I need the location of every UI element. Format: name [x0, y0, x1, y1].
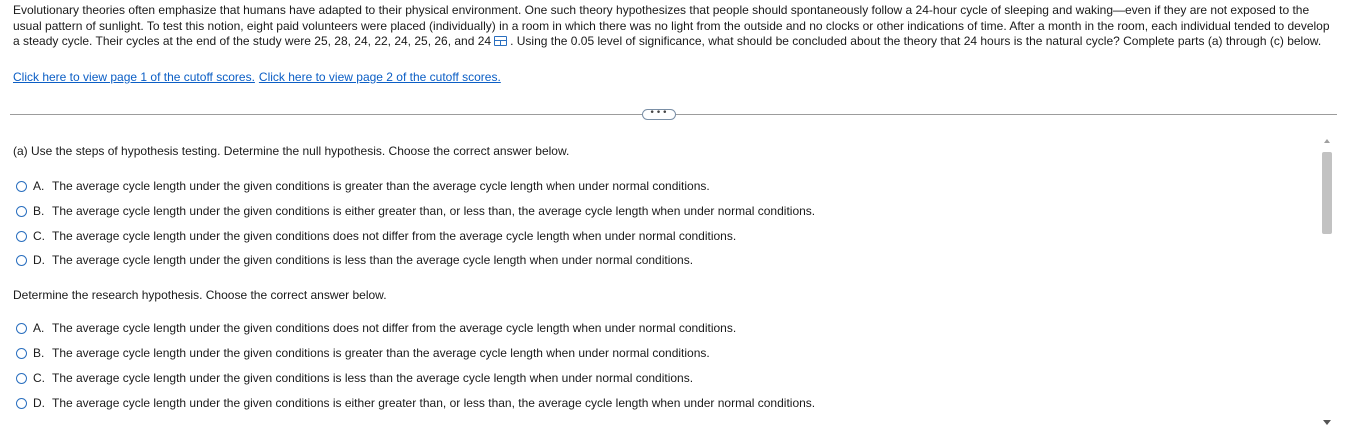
problem-text-continued: . Using the 0.05 level of significance, what should be concluded about the theory that 24 hours is the natural cycle? Complete parts (a) through (c) below. [510, 34, 1322, 48]
null-choice-c[interactable] [16, 228, 736, 244]
data-table-icon[interactable] [494, 36, 507, 46]
null-choice-b[interactable] [16, 203, 815, 219]
research-choice-c[interactable] [16, 370, 693, 386]
radio-button[interactable] [16, 323, 27, 334]
scroll-up-arrow-icon[interactable] [1324, 139, 1330, 143]
problem-text: Evolutionary theories often emphasize that humans have adapted to their physical environment. One such theory hypothesizes that people should spontaneously follow a 24-hour cycle of sleeping and waking—even if they are not exposed to the usual pattern of sunlight. To test this notion, eight paid volunteers were placed (individually) in a room in which there was no light from the outside and no clocks or other indications of time. After a month in the room, each individual tended to develop a steady cycle. Their cycles at the end of the study were 25, 28, 24, 22, 24, 25, 26, and 24 [13, 3, 1330, 48]
cutoff-page-1-link[interactable]: Click here to view page 1 of the cutoff scores. [13, 70, 255, 84]
scrollbar-thumb[interactable] [1322, 152, 1332, 234]
choice-letter: C. [33, 371, 45, 385]
cutoff-links [13, 70, 505, 85]
vertical-scrollbar[interactable] [1320, 135, 1334, 433]
cutoff-page-2-link[interactable]: Click here to view page 2 of the cutoff scores. [258, 70, 501, 84]
research-choice-b[interactable] [16, 345, 710, 361]
choice-text: The average cycle length under the given conditions does not differ from the average cycle length when under normal conditions. [52, 229, 737, 243]
radio-button[interactable] [16, 231, 27, 242]
problem-statement [13, 3, 1335, 50]
radio-button[interactable] [16, 398, 27, 409]
radio-button[interactable] [16, 348, 27, 359]
research-hypothesis-prompt: Determine the research hypothesis. Choose the correct answer below. [13, 288, 387, 302]
null-choice-a[interactable] [16, 178, 710, 194]
choice-letter: B. [33, 204, 45, 218]
research-choice-d[interactable] [16, 395, 815, 411]
choice-letter: D. [33, 396, 45, 410]
choice-text: The average cycle length under the given conditions is greater than the average cycle length when under normal conditions. [52, 179, 710, 193]
choice-text: The average cycle length under the given conditions is less than the average cycle length when under normal conditions. [52, 371, 694, 385]
null-choice-d[interactable] [16, 252, 693, 268]
choice-letter: A. [33, 179, 45, 193]
radio-button[interactable] [16, 206, 27, 217]
null-hypothesis-prompt: (a) Use the steps of hypothesis testing. Determine the null hypothesis. Choose the correct answer below. [13, 144, 570, 158]
choice-letter: C. [33, 229, 45, 243]
choice-text: The average cycle length under the given conditions is either greater than, or less than, the average cycle length when under normal conditions. [52, 204, 816, 218]
research-choice-a[interactable] [16, 320, 736, 336]
choice-text: The average cycle length under the given conditions does not differ from the average cycle length when under normal conditions. [52, 321, 737, 335]
choice-text: The average cycle length under the given conditions is either greater than, or less than, the average cycle length when under normal conditions. [52, 396, 816, 410]
choice-text: The average cycle length under the given conditions is less than the average cycle length when under normal conditions. [52, 253, 694, 267]
radio-button[interactable] [16, 373, 27, 384]
expand-button[interactable]: ••• [642, 109, 676, 120]
choice-letter: A. [33, 321, 45, 335]
choice-letter: D. [33, 253, 45, 267]
radio-button[interactable] [16, 181, 27, 192]
radio-button[interactable] [16, 255, 27, 266]
scroll-down-arrow-icon[interactable] [1323, 420, 1331, 425]
choice-text: The average cycle length under the given conditions is greater than the average cycle length when under normal conditions. [52, 346, 710, 360]
choice-letter: B. [33, 346, 45, 360]
